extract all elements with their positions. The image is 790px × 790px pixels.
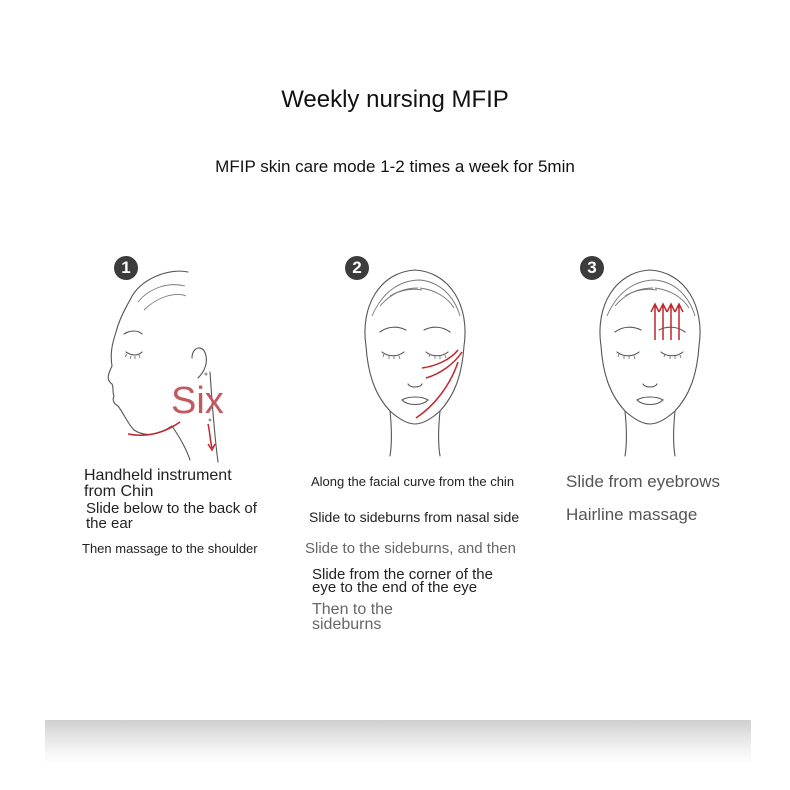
- step-2-line-5: eye to the end of the eye: [312, 579, 478, 596]
- bottom-shadow-bar: [45, 720, 751, 765]
- forehead-arrows: [651, 304, 683, 340]
- overlay-label-six: Six: [171, 380, 224, 422]
- step-1-line-1: Handheld instrument: [84, 467, 232, 484]
- step-2-line-6: Then to the: [312, 601, 393, 618]
- step-3-line-1: Slide from eyebrows: [566, 472, 721, 491]
- step-1-badge: 1: [114, 256, 138, 280]
- step-2-line-1: Along the facial curve from the chin: [311, 474, 515, 489]
- side-profile-face-illustration: [100, 262, 240, 462]
- step-2-line-4: Slide from the corner of the: [312, 566, 493, 583]
- step-2-line-7: sideburns: [312, 616, 382, 633]
- step-2-line-2: Slide to sideburns from nasal side: [309, 509, 520, 525]
- step-2-badge: 2: [345, 256, 369, 280]
- step-1-line-2: from Chin: [84, 483, 154, 500]
- page-title: Weekly nursing MFIP: [281, 86, 509, 113]
- step-2-line-3: Slide to the sideburns, and then: [305, 540, 516, 557]
- step-1-line-5: Then massage to the shoulder: [82, 541, 258, 556]
- front-face-illustration-3: [585, 266, 715, 456]
- step-1-line-4: the ear: [86, 515, 133, 532]
- step-3-badge: 3: [580, 256, 604, 280]
- step-1-line-3: Slide below to the back of: [86, 500, 257, 517]
- front-face-illustration-2: [350, 266, 480, 456]
- step-3-line-2: Hairline massage: [566, 505, 698, 524]
- page-subtitle: MFIP skin care mode 1-2 times a week for 5min: [215, 157, 575, 176]
